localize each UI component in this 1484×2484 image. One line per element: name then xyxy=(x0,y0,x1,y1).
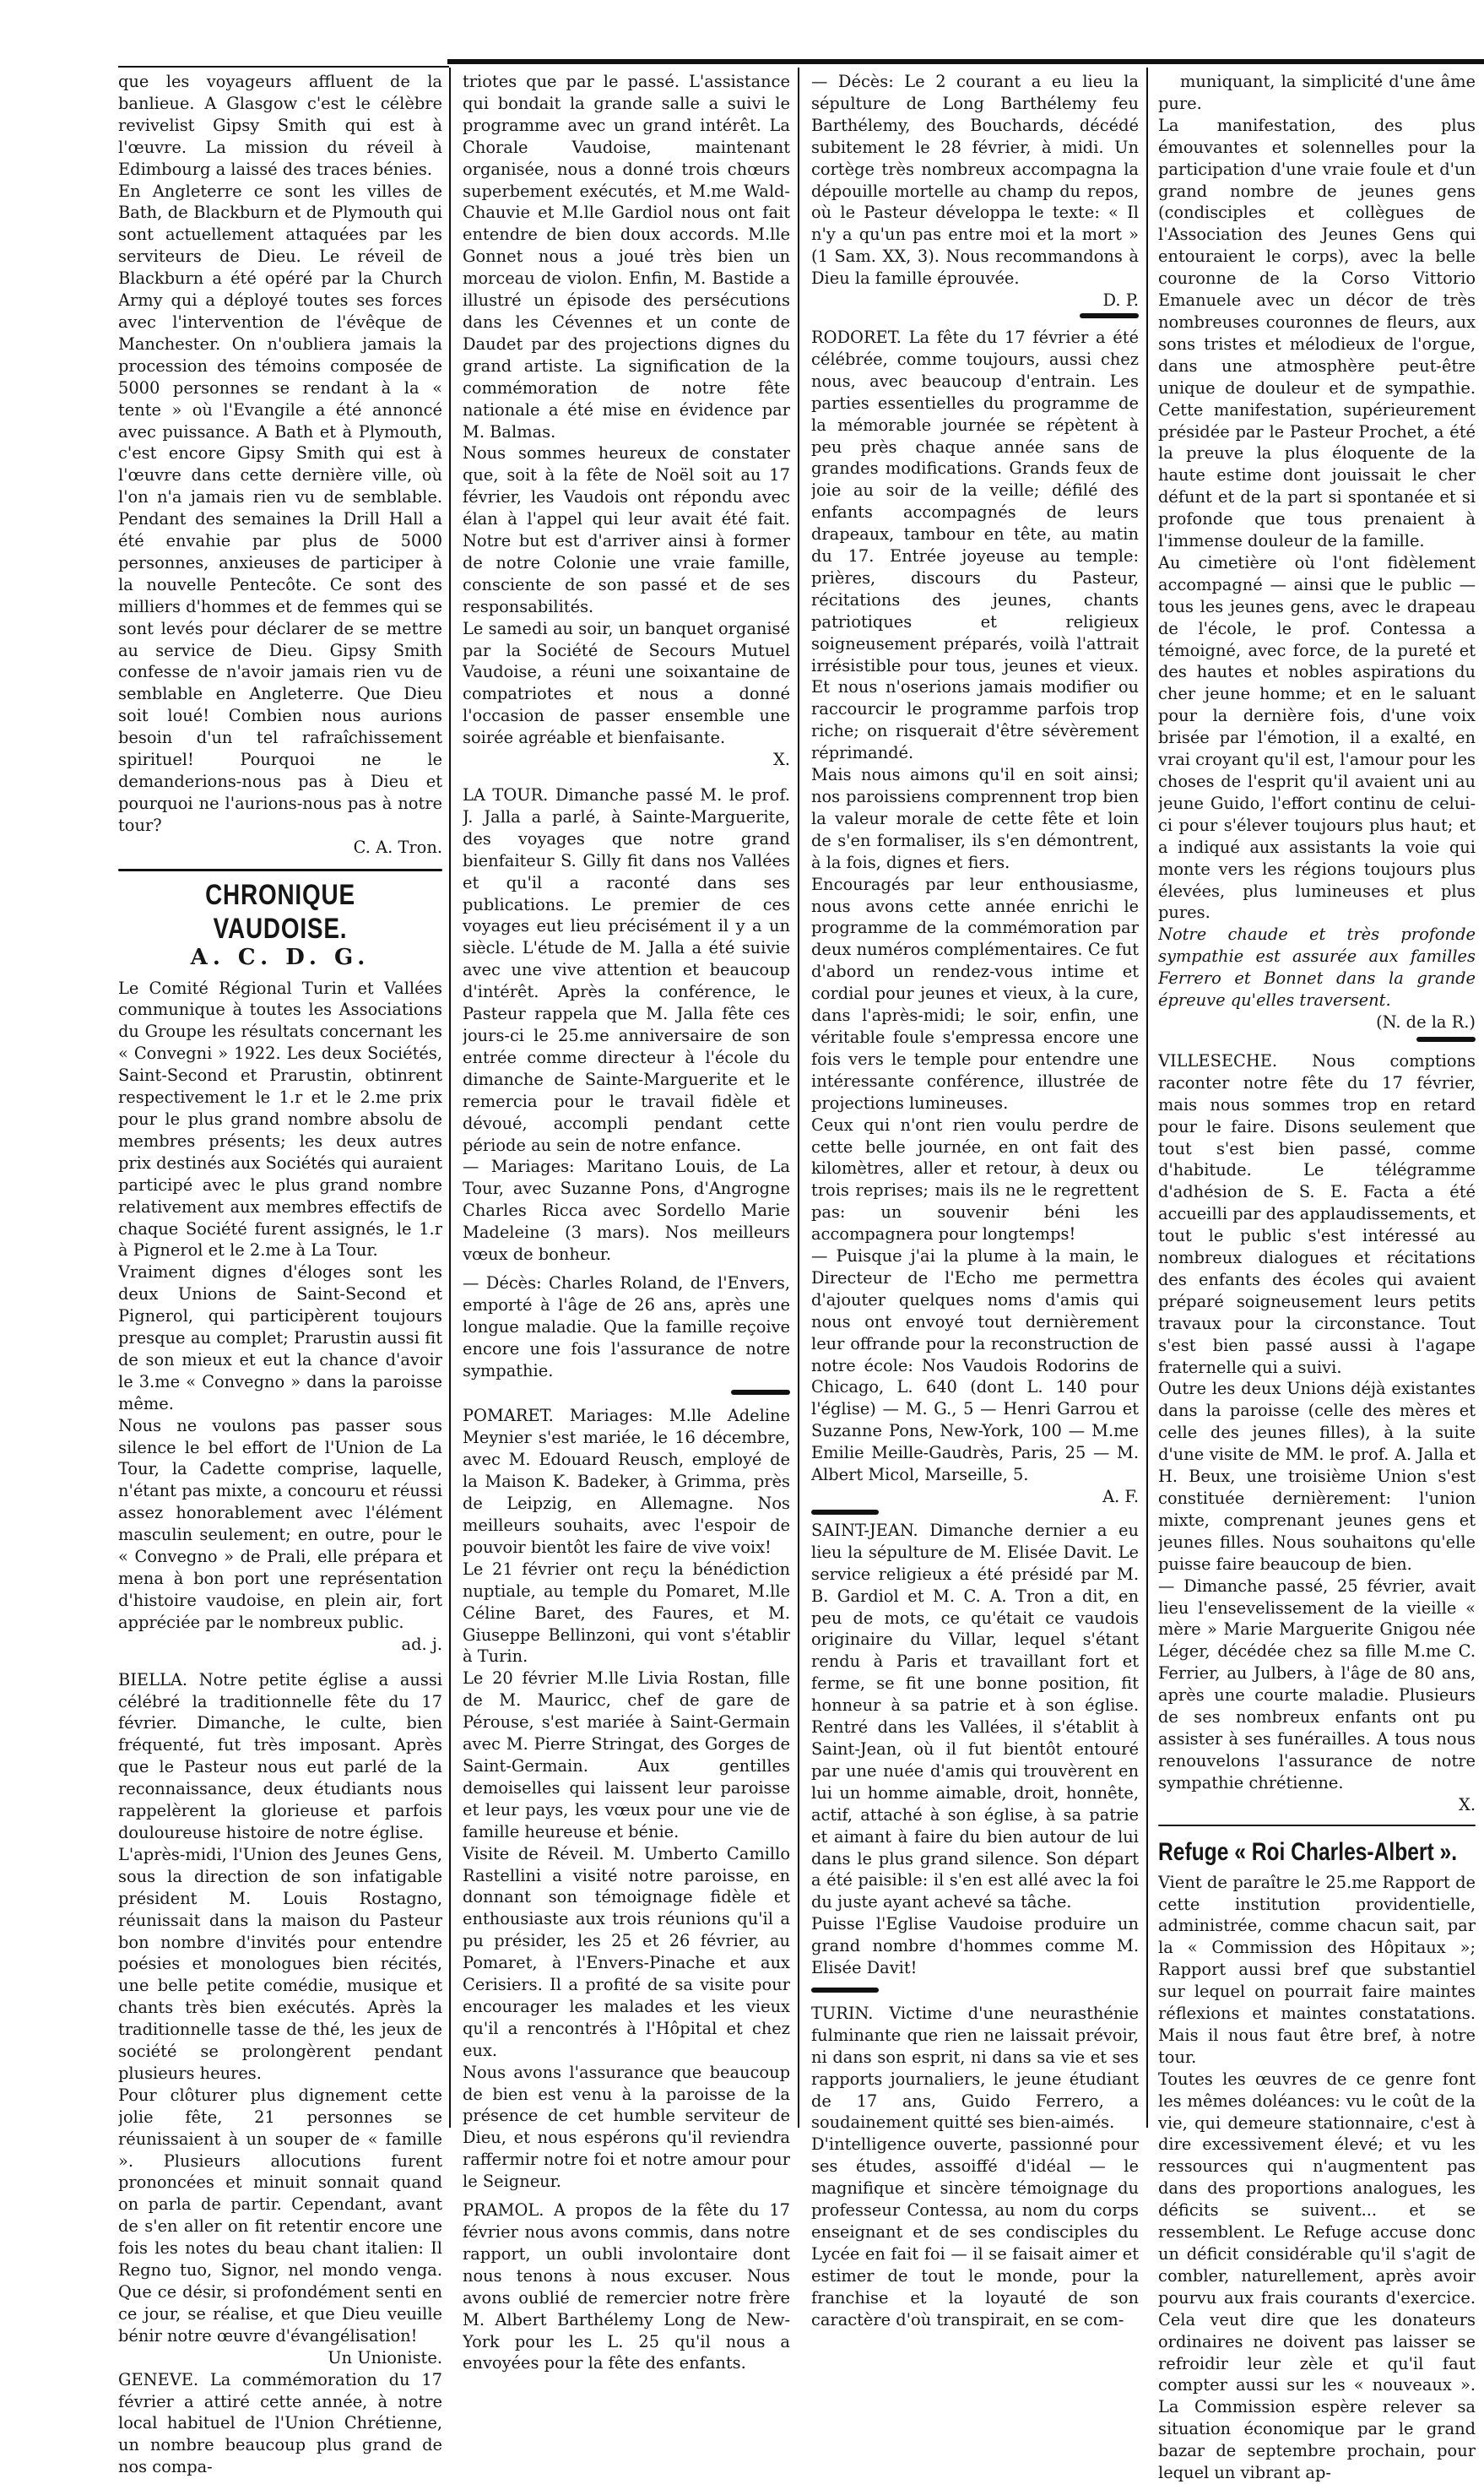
section-rule xyxy=(811,1510,879,1515)
article-paragraph: VILLESECHE. Nous comptions raconter notre fête du 17 février, mais nous sommes trop en retard pour le faire. Disons seulement que tout s'est bien passé, comme d'habitude. Le télégramme d'adhésion de S. E. Facta a été accueilli par des applaudissements, et tout le public s'est intéressé au nombreux dialogues et récitations des enfants des écoles qui avaient préparé soigneusement leurs petits travaux pour la circonstance. Tout s'est bien passé aussi à l'agape fraternelle qui a suivi. xyxy=(1158,1050,1476,1377)
article-paragraph: RODORET. La fête du 17 février a été célébrée, comme toujours, aussi chez nous, avec beaucoup d'entrain. Les parties essentielles du programme de la mémorable journée se répètent à peu près chaque année sans de grandes modifications. Grands feux de joie au soir de la veille; défilé des enfants accompagnés de leurs drapeaux, tambour en tête, au matin du 17. Entrée joyeuse au temple: prières, discours du Pasteur, récitations des jeunes, chants patriotiques et religieux soigneusement préparés, voilà l'attrait irrésistible pour tous, jeunes et vieux. Et nous n'oserions jamais modifier ou raccourcir le programme parfois trop riche; on risquerait d'être sévèrement réprimandé. xyxy=(811,327,1139,763)
signature: (N. de la R.) xyxy=(1376,1011,1476,1032)
article-paragraph: Le samedi au soir, un banquet organisé par la Société de Secours Mutuel Vaudoise, a réuni une soixantaine de compatriotes et nous a donné l'occasion de passer ensemble une soirée agréable et bienfaisante. xyxy=(463,618,790,748)
section-rule xyxy=(1416,1037,1476,1042)
article-paragraph: Puisse l'Eglise Vaudoise produire un grand nombre d'hommes comme M. Elisée Davit! xyxy=(811,1914,1139,1978)
article-paragraph: Le Comité Régional Turin et Vallées communique à toutes les Associations du Groupe les résultats concernant les « Convegni » 1922. Les deux Sociétés, Saint-Second et Prarustin, obtinrent respectivement le 1.r et le 2.me prix pour le plus grand nombre absolu de membres présents; les deux autres prix destinés aux Sociétés qui auraient participé avec le plus grand nombre relativement aux membres effectifs de chaque Société furent assignés, le 1.r à Pignerol et le 2.me à La Tour. xyxy=(118,978,442,1261)
column-rule-2 xyxy=(798,68,799,2128)
article-paragraph: Encouragés par leur enthousiasme, nous avons cette année enrichi le programme de la commémoration par deux numéros complémentaires. Ce fut d'abord un rendez-vous intime et cordial pour jeunes et vieux, à la cure, dans l'après-midi; le soir, enfin, une véritable foule s'empressa encore une fois vers le temple pour entendre une intéressante conférence, illustrée de projections lumineuses. xyxy=(811,874,1139,1113)
article-paragraph: — Puisque j'ai la plume à la main, le Directeur de l'Echo me permettra d'ajouter quelques noms d'amis qui nous ont envoyé tout dernièrement leur offrande pour la reconstruction de notre école: Nos Vaudois Rodorins de Chicago, L. 640 (dont L. 140 pour l'église) — M. G., 5 — Henri Garrou et Suzanne Pons, New-York, 100 — M.me Emilie Meille-Gaudrès, Paris, 25 — M. Albert Micol, Marseille, 5. xyxy=(811,1246,1139,1485)
article-paragraph: Nous sommes heureux de constater que, soit à la fête de Noël soit au 17 février, les Vaudois ont répondu avec élan à l'appel qui leur avait été fait. Notre but est d'arriver ainsi à former de notre Colonie une vraie famille, consciente de son passé et de ses responsabilités. xyxy=(463,443,790,616)
signature: X. xyxy=(773,750,790,770)
column-rule-1 xyxy=(449,68,451,2128)
section-subheading: A. C. D. G. xyxy=(190,944,371,970)
article-paragraph: Nous avons l'assurance que beaucoup de bien est venu à la paroisse de la présence de cet humble serviteur de Dieu, et nous espérons qu'il reviendra raffermir notre foi et notre amour pour le Seigneur. xyxy=(463,2062,790,2192)
section-rule xyxy=(1080,313,1139,318)
article-paragraph: Au cimetière où l'ont fidèlement accompagné — ainsi que le public — tous les jeunes gens, avec le drapeau de l'école, le prof. Contessa a témoigné, avec force, de la pureté et des hautes et nobles aspirations du cher jeune homme; et en le saluant pour la dernière fois, d'une voix brisée par l'émotion, il a exalté, en vrai croyant qu'il est, l'amour pour les choses de l'esprit qu'il avaient uni au jeune Guido, l'effort continu de celui-ci pour s'élever toujours plus haut; et a indiqué aux assistants la voie qui monte vers les régions toujours plus élevées, plus lumineuses et plus pures. xyxy=(1158,552,1476,923)
article-paragraph: que les voyageurs affluent de la banlieue. A Glasgow c'est le célèbre revivelist Gipsy Smith qui est à l'œuvre. La mission du réveil à Edimbourg a laissé des traces bénies. xyxy=(118,72,442,179)
column-1 xyxy=(118,71,442,2478)
article-paragraph: Vient de paraître le 25.me Rapport de cette institution providentielle, administrée, comme chacun sait, par la « Commission des Hôpitaux »; Rapport aussi bref que substantiel sur lequel on pourrait faire maintes réflexions et maintes constatations. Mais il nous faut être bref, à notre tour. xyxy=(1158,1872,1476,2067)
column-2 xyxy=(463,71,790,2374)
section-heading: Refuge « Roi Charles-Albert ». xyxy=(1158,1837,1458,1866)
article-paragraph: La manifestation, des plus émouvantes et solennelles pour la participation d'une vraie foule et d'un grand nombre de jeunes gens (condisciples et collègues de l'Association des Jeunes Gens qui entouraient le corps), avec la belle couronne de la Corso Vittorio Emanuele avec un décor de très nombreuses couronnes de fleurs, aux sons tristes et mélodieux de l'orgue, dans une atmosphère peut-être unique de douleur et de sympathie. Cette manifestation, supérieurement présidée par le Pasteur Prochet, a été la preuve la plus éloquente de la haute estime dont jouissait le cher défunt et de la part si spontanée et si profonde que tous prenaient à l'immense douleur de la famille. xyxy=(1158,115,1476,551)
article-paragraph: — Décès: Le 2 courant a eu lieu la sépulture de Long Barthélemy feu Barthélemy, des Bouchards, décédé subitement le 28 février, à midi. Un cortège très nombreux accompagna la dépouille mortelle au champ du repos, où le Pasteur développa le texte: « Il n'y a qu'un pas entre moi et la mort » (1 Sam. XX, 3). Nous recommandons à Dieu la famille éprouvée. xyxy=(811,72,1139,289)
article-paragraph: — Mariages: Maritano Louis, de La Tour, avec Suzanne Pons, d'Angrogne Charles Ricca avec Sordello Marie Madeleine (3 mars). Nos meilleurs vœux de bonheur. xyxy=(463,1157,790,1265)
article-paragraph: Outre les deux Unions déjà existantes dans la paroisse (celle des mères et celle des jeunes filles), à la suite d'une visite de MM. le prof. A. Jalla et H. Beux, une troisième Union s'est constituée dernièrement: l'union mixte, comprenant jeunes gens et jeunes filles. Nous souhaitons qu'elle puisse faire beaucoup de bien. xyxy=(1158,1379,1476,1574)
article-paragraph: Vraiment dignes d'éloges sont les deux Unions de Saint-Second et Pignerol, qui participèrent toujours presque au complet; Prarustin aussi fit de son mieux et eut la chance d'avoir le 3.me « Convegno » dans la paroisse même. xyxy=(118,1262,442,1413)
column-3 xyxy=(811,71,1139,2331)
signature: ad. j. xyxy=(401,1634,442,1654)
section-rule xyxy=(1158,1825,1476,1826)
section-heading: CHRONIQUE VAUDOISE. xyxy=(205,878,355,945)
article-paragraph: Visite de Réveil. M. Umberto Camillo Rastellini a visité notre paroisse, en donnant son témoignage fidèle et enthousiaste aux trois réunions qu'il a pu présider, les 25 et 26 février, au Pomaret, à l'Envers-Pinache et aux Cerisiers. Il a profité de sa visite pour encourager les malades et les vieux qu'il a rencontrés à l'Hôpital et chez eux. xyxy=(463,1843,790,2060)
article-paragraph: L'après-midi, l'Union des Jeunes Gens, sous la direction de son infatigable président M. Louis Rostagno, réunissait dans la maison du Pasteur bon nombre d'invités pour entendre poésies et monologues bien récités, une belle petite comédie, musique et chants très bien exécutés. Après la traditionnelle tasse de thé, les jeux de société se prolongèrent pendant plusieurs heures. xyxy=(118,1844,442,2083)
article-paragraph: — Décès: Charles Roland, de l'Envers, emporté à l'âge de 26 ans, après une longue maladie. Que la famille reçoive encore une fois l'assurance de notre sympathie. xyxy=(463,1272,790,1380)
section-rule xyxy=(118,869,442,871)
article-paragraph: Le 20 février M.lle Livia Rostan, fille de M. Mauricc, chef de gare de Pérouse, s'est mariée à Saint-Germain avec M. Pierre Stringat, des Gorges de Saint-Germain. Aux gentilles demoiselles qui laissent leur paroisse et leur pays, les vœux pour une vie de famille heureuse et bénie. xyxy=(463,1668,790,1841)
signature: X. xyxy=(1459,1794,1476,1814)
section-rule xyxy=(731,1390,790,1395)
top-rule-left xyxy=(118,66,449,68)
article-paragraph: Pour clôturer plus dignement cette jolie fête, 21 personnes se réunissaient à un souper de « famille ». Plusieurs allocutions furent prononcées et minuit sonnait quand on parla de partir. Cependant, avant de s'en aller on fit retentir encore une fois les notes du beau chant italien: Il Regno tuo, Signor, nel mondo venga. Que ce désir, si profondément senti en ce jour, se réalise, et que Dieu veuille bénir notre œuvre d'évangélisation! xyxy=(118,2085,442,2346)
article-paragraph: LA TOUR. Dimanche passé M. le prof. J. Jalla a parlé, à Sainte-Marguerite, des voyages que notre grand bienfaiteur S. Gilly fit dans nos Vallées et qu'il a raconté dans ses publications. Le premier de ces voyages eut lieu précisément il y a un siècle. L'étude de M. Jalla a été suivie avec une vive attention et beaucoup d'intérêt. Après la conférence, le Pasteur rappela que M. Jalla fête ces jours-ci le 25.me anniversaire de son entrée comme directeur à l'école du dimanche de Sainte-Marguerite et le remercia pour le travail fidèle et dévoué, accompli pendant cette période au sein de notre enfance. xyxy=(463,785,790,1155)
top-rule xyxy=(447,59,1484,64)
article-paragraph: BIELLA. Notre petite église a aussi célébré la traditionnelle fête du 17 février. Dimanche, le culte, bien fréquenté, fut très imposant. Après que le Pasteur nous eut parlé de la reconnaissance, deux étudiants nous rappelèrent la glorieuse et parfois douloureuse histoire de notre église. xyxy=(118,1669,442,1842)
article-paragraph: GENEVE. La commémoration du 17 février a attiré cette année, à notre local habituel de l'Union Chrétienne, un nombre beaucoup plus grand de nos compa- xyxy=(118,2369,442,2477)
article-paragraph: — Dimanche passé, 25 février, avait lieu l'ensevelissement de la vieille « mère » Marie Marguerite Gnigou née Léger, décédée chez sa fille M.me C. Ferrier, au Julbers, à l'âge de 80 ans, après une courte maladie. Plusieurs de ses nombreux enfants ont pu assister à ses funérailles. A tous nous renouvelons l'assurance de notre sympathie chrétienne. xyxy=(1158,1576,1476,1792)
article-paragraph: TURIN. Victime d'une neurasthénie fulminante que rien ne laissait prévoir, ni dans son esprit, ni dans sa vie et ses rapports journaliers, le jeune étudiant de 17 ans, Guido Ferrero, a soudainement quitté ses bien-aimés. xyxy=(811,2003,1139,2133)
article-paragraph: SAINT-JEAN. Dimanche dernier a eu lieu la sépulture de M. Elisée Davit. Le service religieux a été présidé par M. B. Gardiol et M. C. A. Tron a dit, en peu de mots, ce qu'était ce vaudois originaire du Villar, lequel s'étant rendu à Paris et travaillant fort et ferme, se fit une bonne position, fit honneur à sa patrie et à son église. Rentré dans les Vallées, il s'établit à Saint-Jean, où il fut bientôt entouré par une nuée d'amis qui trouvèrent en lui un homme aimable, droit, honnête, actif, attaché à son église, à sa patrie et aimant à faire du bien autour de lui dans le plus grand silence. Son départ a été paisible: il s'en est allé avec la foi du juste ayant achevé sa tâche. xyxy=(811,1520,1139,1912)
article-paragraph: En Angleterre ce sont les villes de Bath, de Blackburn et de Plymouth qui sont actuellement attaquées par les serviteurs de Dieu. Le réveil de Blackburn a été opéré par la Church Army qui a déployé toutes ses forces avec l'intervention de l'évêque de Manchester. On n'oubliera jamais la procession des témoins composée de 5000 personnes se rendant à la « tente » où l'Evangile a été annoncé avec puissance. A Bath et à Plymouth, c'est encore Gipsy Smith qui est à l'œuvre dans cette dernière ville, où l'on n'a jamais rien vu de semblable. Pendant des semaines la Drill Hall a été envahie par plus de 5000 personnes, anxieuses de participer à la nouvelle Pentecôte. Ce sont des milliers d'hommes et de femmes qui se sont levés pour déclarer de se mettre au service de Dieu. Gipsy Smith confesse de n'avoir jamais rien vu de semblable en Angleterre. Que Dieu soit loué! Combien nous aurions besoin d'un tel rafraîchissement spirituel! Pourquoi ne le demanderions-nous pas à Dieu et pourquoi ne l'aurions-nous pas à notre tour? xyxy=(118,181,442,835)
article-paragraph: Mais nous aimons qu'il en soit ainsi; nos paroissiens comprennent trop bien la valeur morale de cette fête et loin de s'en formaliser, ils s'en démontrent, à la fois, dignes et fiers. xyxy=(811,765,1139,872)
article-paragraph: Notre chaude et très profonde sympathie est assurée aux familles Ferrero et Bonnet dans la grande épreuve qu'elles traversent. xyxy=(1158,925,1476,1011)
article-paragraph: Ceux qui n'ont rien voulu perdre de cette belle journée, en ont fait des kilomètres, aller et retour, à deux ou trois reprises; mais ils ne le regrettent pas: un souvenir béni les accompagnera pour longtemps! xyxy=(811,1115,1139,1245)
signature: D. P. xyxy=(1102,290,1139,311)
article-paragraph: D'intelligence ouverte, passionné pour ses études, assoiffé d'idéal — le magnifique et sincère témoignage du professeur Contessa, au nom du corps enseignant et de ses condisciples du Lycée en fait foi — il se faisait aimer et estimer de tout le monde, pour la franchise et la loyauté de son caractère d'où transpirait, en se com- xyxy=(811,2134,1139,2329)
article-paragraph: POMARET. Mariages: M.lle Adeline Meynier s'est mariée, le 16 décembre, avec M. Edouard Reusch, employé de la Maison K. Badeker, à Grimma, près de Leipzig, en Allemagne. Nos meilleurs souhaits, avec l'espoir de pouvoir bientôt les faire de vive voix! xyxy=(463,1406,790,1557)
article-paragraph: triotes que par le passé. L'assistance qui bondait la grande salle a suivi le programme avec un grand intérêt. La Chorale Vaudoise, maintenant organisée, nous a donné trois chœurs superbement exécutés, et M.me Wald-Chauvie et M.lle Gardiol nous ont fait entendre de bien doux accords. M.lle Gonnet nous a joué très bien un morceau de violon. Enfin, M. Bastide a illustré un épisode des persécutions dans les Cévennes et un conte de Daudet par des projections dignes du grand artiste. La signification de la commémoration de notre fête nationale a été mise en évidence par M. Balmas. xyxy=(463,72,790,442)
article-paragraph: Le 21 février ont reçu la bénédiction nuptiale, au temple du Pomaret, M.lle Céline Baret, des Faures, et M. Giuseppe Bellinzoni, qui vont s'établir à Turin. xyxy=(463,1559,790,1667)
article-paragraph: Toutes les œuvres de ce genre font les mêmes doléances: vu le coût de la vie, qui demeure stationnaire, c'est à dire excessivement élevé; et vu les ressources qui n'augmentent pas dans des proportions analogues, les déficits se suivent... et se ressemblent. Le Refuge accuse donc un déficit considérable qu'il s'agit de combler, naturellement, après avoir pourvu aux frais courants d'exercice. Cela veut dire que les donateurs ordinaires ne doivent pas laisser se refroidir leur zèle et qu'il faut compter aussi sur les « nouveaux ». La Commission espère relever sa situation économique par le grand bazar de septembre prochain, pour lequel un vibrant ap- xyxy=(1158,2069,1476,2483)
article-paragraph: Nous ne voulons pas passer sous silence le bel effort de l'Union de La Tour, la Cadette comprise, laquelle, n'étant pas mixte, a concouru et réussi assez honorablement avec l'élément masculin seulement; en outre, pour le « Convegno » de Prali, elle prépara et mena à bon port une représentation d'histoire vaudoise, en plein air, fort appréciée par le nombreux public. xyxy=(118,1415,442,1632)
article-paragraph: PRAMOL. A propos de la fête du 17 février nous avons commis, dans notre rapport, un oubli involontaire dont nous tenons à nous excuser. Nous avons oublié de remercier notre frère M. Albert Barthélemy Long de New-York pour les L. 25 qu'il nous a envoyées pour la fête des enfants. xyxy=(463,2200,790,2373)
section-rule xyxy=(811,1988,879,1993)
signature: C. A. Tron. xyxy=(353,837,442,857)
signature: A. F. xyxy=(1102,1487,1139,1506)
article-paragraph: muniquant, la simplicité d'une âme pure. xyxy=(1158,72,1476,113)
signature: Un Unioniste. xyxy=(328,2347,442,2367)
column-rule-3 xyxy=(1146,68,1148,2128)
column-4 xyxy=(1158,71,1476,2484)
